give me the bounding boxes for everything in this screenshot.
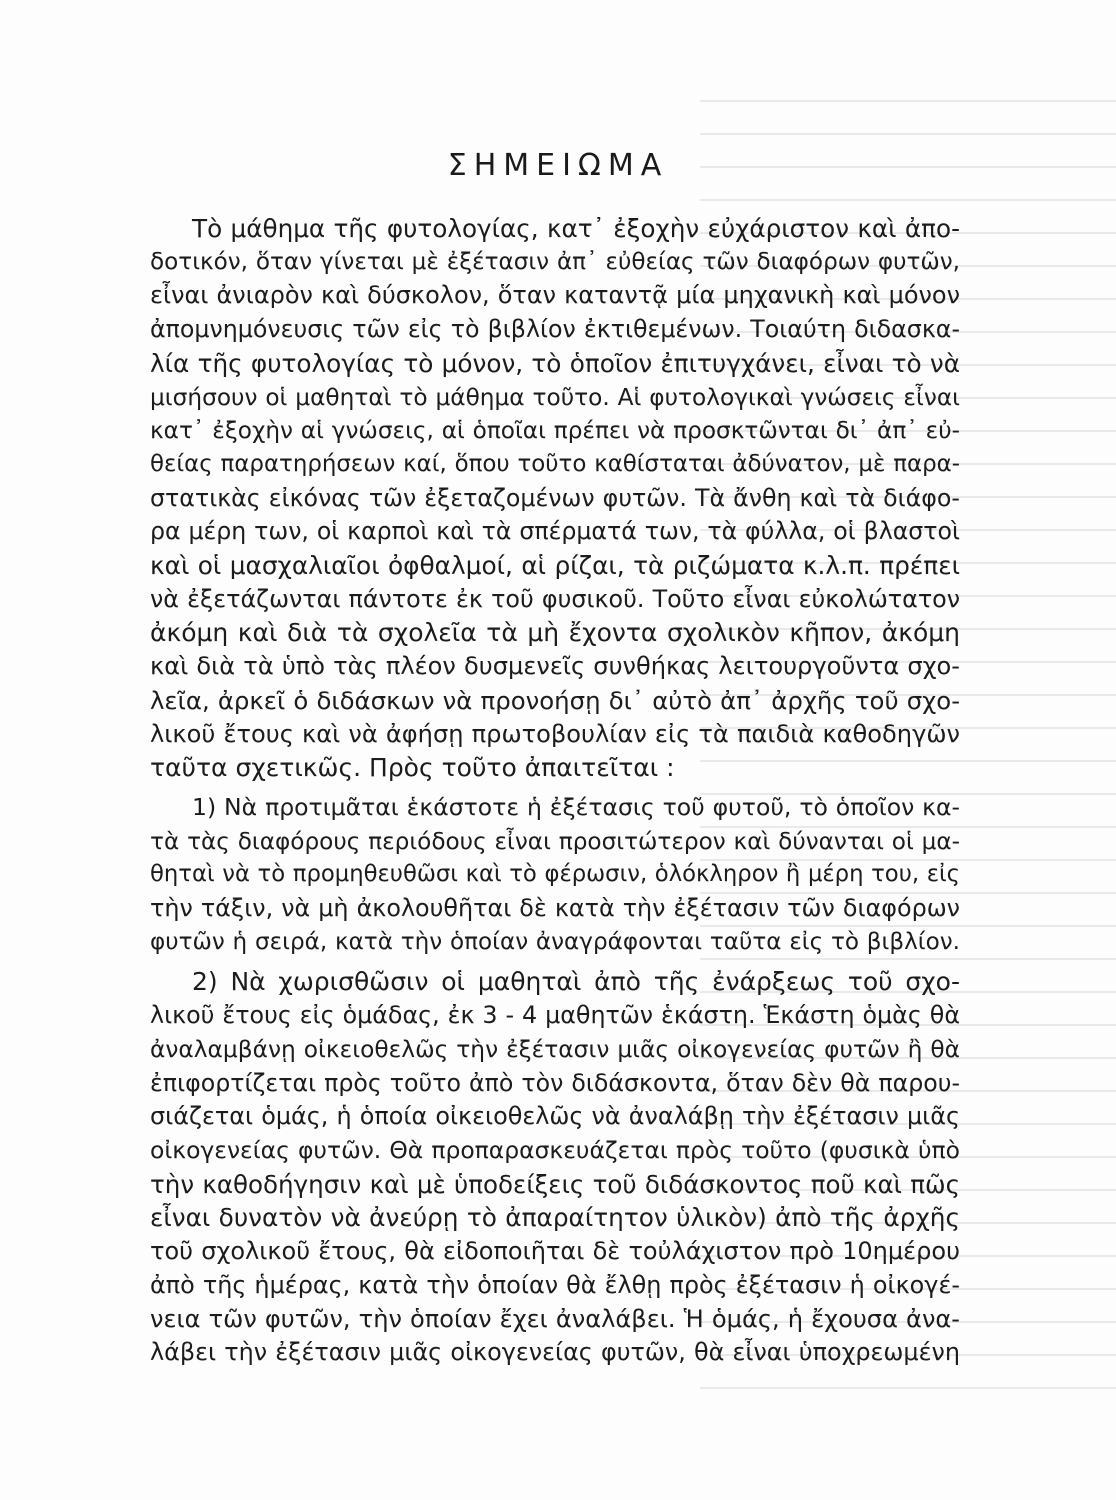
text-line: καὶ οἱ μασχαλιαῖοι ὀφθαλμοί, αἱ ρίζαι, τὰ ριζώματα κ.λ.π. πρέπει (150, 551, 960, 581)
text-line: ἀναλαμβάνῃ οἰκειοθελῶς τὴν ἐξέτασιν μιᾶς οἰκογενείας φυτῶν ἢ θὰ (150, 1035, 960, 1063)
text-line: λικοῦ ἔτους εἰς ὁμάδας, ἐκ 3 - 4 μαθητῶν ἑκάστη. Ἑκάστη ὁμὰς θὰ (150, 1001, 960, 1030)
text-line: θείας παρατηρήσεων καί, ὅπου τοῦτο καθίσταται ἀδύνατον, μὲ παρα- (150, 450, 960, 477)
text-line: οἰκογενείας φυτῶν. Θὰ προπαρασκευάζεται πρὸς τοῦτο (φυσικὰ ὑπὸ (150, 1135, 960, 1164)
text-line: Τὸ μάθημα τῆς φυτολογίας, κατ᾽ ἐξοχὴν εὐχάριστον καὶ ἀπο- (192, 214, 960, 243)
text-line: ἀκόμη καὶ διὰ τὰ σχολεῖα τὰ μὴ ἔχοντα σχολικὸν κῆπον, ἀκόμη (150, 618, 960, 648)
paragraph-item-2 (150, 965, 960, 1369)
text-line: ἀπὸ τῆς ἡμέρας, κατὰ τὴν ὁποίαν θὰ ἔλθῃ πρὸς ἐξέτασιν ἡ οἰκογέ- (150, 1270, 960, 1299)
text-line: εἶναι ἀνιαρὸν καὶ δύσκολον, ὅταν καταντᾷ μία μηχανικὴ καὶ μόνον (150, 281, 960, 310)
text-line: στατικὰς εἰκόνας τῶν ἐξεταζομένων φυτῶν. Τὰ ἄνθη καὶ τὰ διάφο- (150, 483, 960, 512)
text-line: λεῖα, ἀρκεῖ ὁ διδάσκων νὰ προνοήσῃ δι᾽ αὐτὸ ἀπ᾽ ἀρχῆς τοῦ σχο- (150, 685, 960, 715)
text-line: ἐπιφορτίζεται πρὸς τοῦτο ἀπὸ τὸν διδάσκοντα, ὅταν δὲν θὰ παρου- (150, 1068, 960, 1097)
text-line: ρα μέρη των, οἱ καρποὶ καὶ τὰ σπέρματά των, τὰ φύλλα, οἱ βλαστοὶ (150, 517, 960, 546)
text-line: μισήσουν οἱ μαθηταὶ τὸ μάθημα τοῦτο. Αἱ φυτολογικαὶ γνώσεις εἶναι (150, 383, 960, 411)
text-line: καὶ διὰ τὰ ὑπὸ τὰς πλέον δυσμενεῖς συνθήκας λειτουργοῦντα σχο- (150, 652, 960, 681)
text-line: δοτικόν, ὅταν γίνεται μὲ ἐξέτασιν ἀπ᾽ εὐθείας τῶν διαφόρων φυτῶν, (150, 248, 960, 275)
body-text (150, 212, 960, 1370)
text-line: 1) Νὰ προτιμᾶται ἑκάστοτε ἡ ἐξέτασις τοῦ φυτοῦ, τὸ ὁποῖον κα- (192, 792, 960, 821)
text-line: τὰ τὰς διαφόρους περιόδους εἶναι προσιτώτερον καὶ δύνανται οἱ μα- (150, 827, 960, 855)
text-line: θηταὶ νὰ τὸ προμηθευθῶσι καὶ τὸ φέρωσιν, ὁλόκληρον ἢ μέρη του, εἰς (150, 861, 960, 888)
text-line: λάβει τὴν ἐξέτασιν μιᾶς οἰκογενείας φυτῶν, θὰ εἶναι ὑποχρεωμένη (150, 1338, 960, 1367)
paragraph-intro (150, 212, 960, 785)
text-line: νὰ ἐξετάζωνται πάντοτε ἐκ τοῦ φυσικοῦ. Τοῦτο εἶναι εὐκολώτατον (150, 584, 960, 613)
page-title: ΣΗΜΕΙΩΜΑ (447, 148, 669, 183)
text-line: τὴν τάξιν, νὰ μὴ ἀκολουθῆται δὲ κατὰ τὴν ἐξέτασιν τῶν διαφόρων (150, 894, 960, 923)
text-line: λία τῆς φυτολογίας τὸ μόνον, τὸ ὁποῖον ἐπιτυγχάνει, εἶναι τὸ νὰ (150, 348, 960, 378)
text-line: λικοῦ ἔτους καὶ νὰ ἀφήσῃ πρωτοβουλίαν εἰς τὰ παιδιὰ καθοδηγῶν (150, 719, 960, 748)
text-line: ἀπομνημόνευσις τῶν εἰς τὸ βιβλίον ἐκτιθεμένων. Τοιαύτη διδασκα- (150, 315, 960, 344)
paragraph-item-1 (150, 791, 960, 960)
text-line: 2) Νὰ χωρισθῶσιν οἱ μαθηταὶ ἀπὸ τῆς ἐνάρξεως τοῦ σχο- (192, 967, 960, 997)
text-line: εἶναι δυνατὸν νὰ ἀνεύρῃ τὸ ἀπαραίτητον ὑλικὸν) ἀπὸ τῆς ἀρχῆς (150, 1203, 960, 1233)
text-line: νεια τῶν φυτῶν, τὴν ὁποίαν ἔχει ἀναλάβει. Ἡ ὁμάς, ἡ ἔχουσα ἀνα- (150, 1304, 960, 1333)
text-line: ταῦτα σχετικῶς. Πρὸς τοῦτο ἀπαιτεῖται : (150, 753, 675, 783)
text-line: σιάζεται ὁμάς, ἡ ὁποία οἰκειοθελῶς νὰ ἀναλάβῃ τὴν ἐξέτασιν μιᾶς (150, 1102, 960, 1131)
text-line: τοῦ σχολικοῦ ἔτους, θὰ εἰδοποιῆται δὲ τοὐλάχιστον πρὸ 10ημέρου (150, 1237, 960, 1266)
text-line: φυτῶν ἡ σειρά, κατὰ τὴν ὁποίαν ἀναγράφονται ταῦτα εἰς τὸ βιβλίον. (150, 928, 960, 955)
text-line: τὴν καθοδήγησιν καὶ μὲ ὑποδείξεις τοῦ διδάσκοντος ποῦ καὶ πῶς (150, 1169, 960, 1199)
text-line: κατ᾽ ἐξοχὴν αἱ γνώσεις, αἱ ὁποῖαι πρέπει νὰ προσκτῶνται δι᾽ ἀπ᾽ εὐ- (150, 417, 960, 445)
